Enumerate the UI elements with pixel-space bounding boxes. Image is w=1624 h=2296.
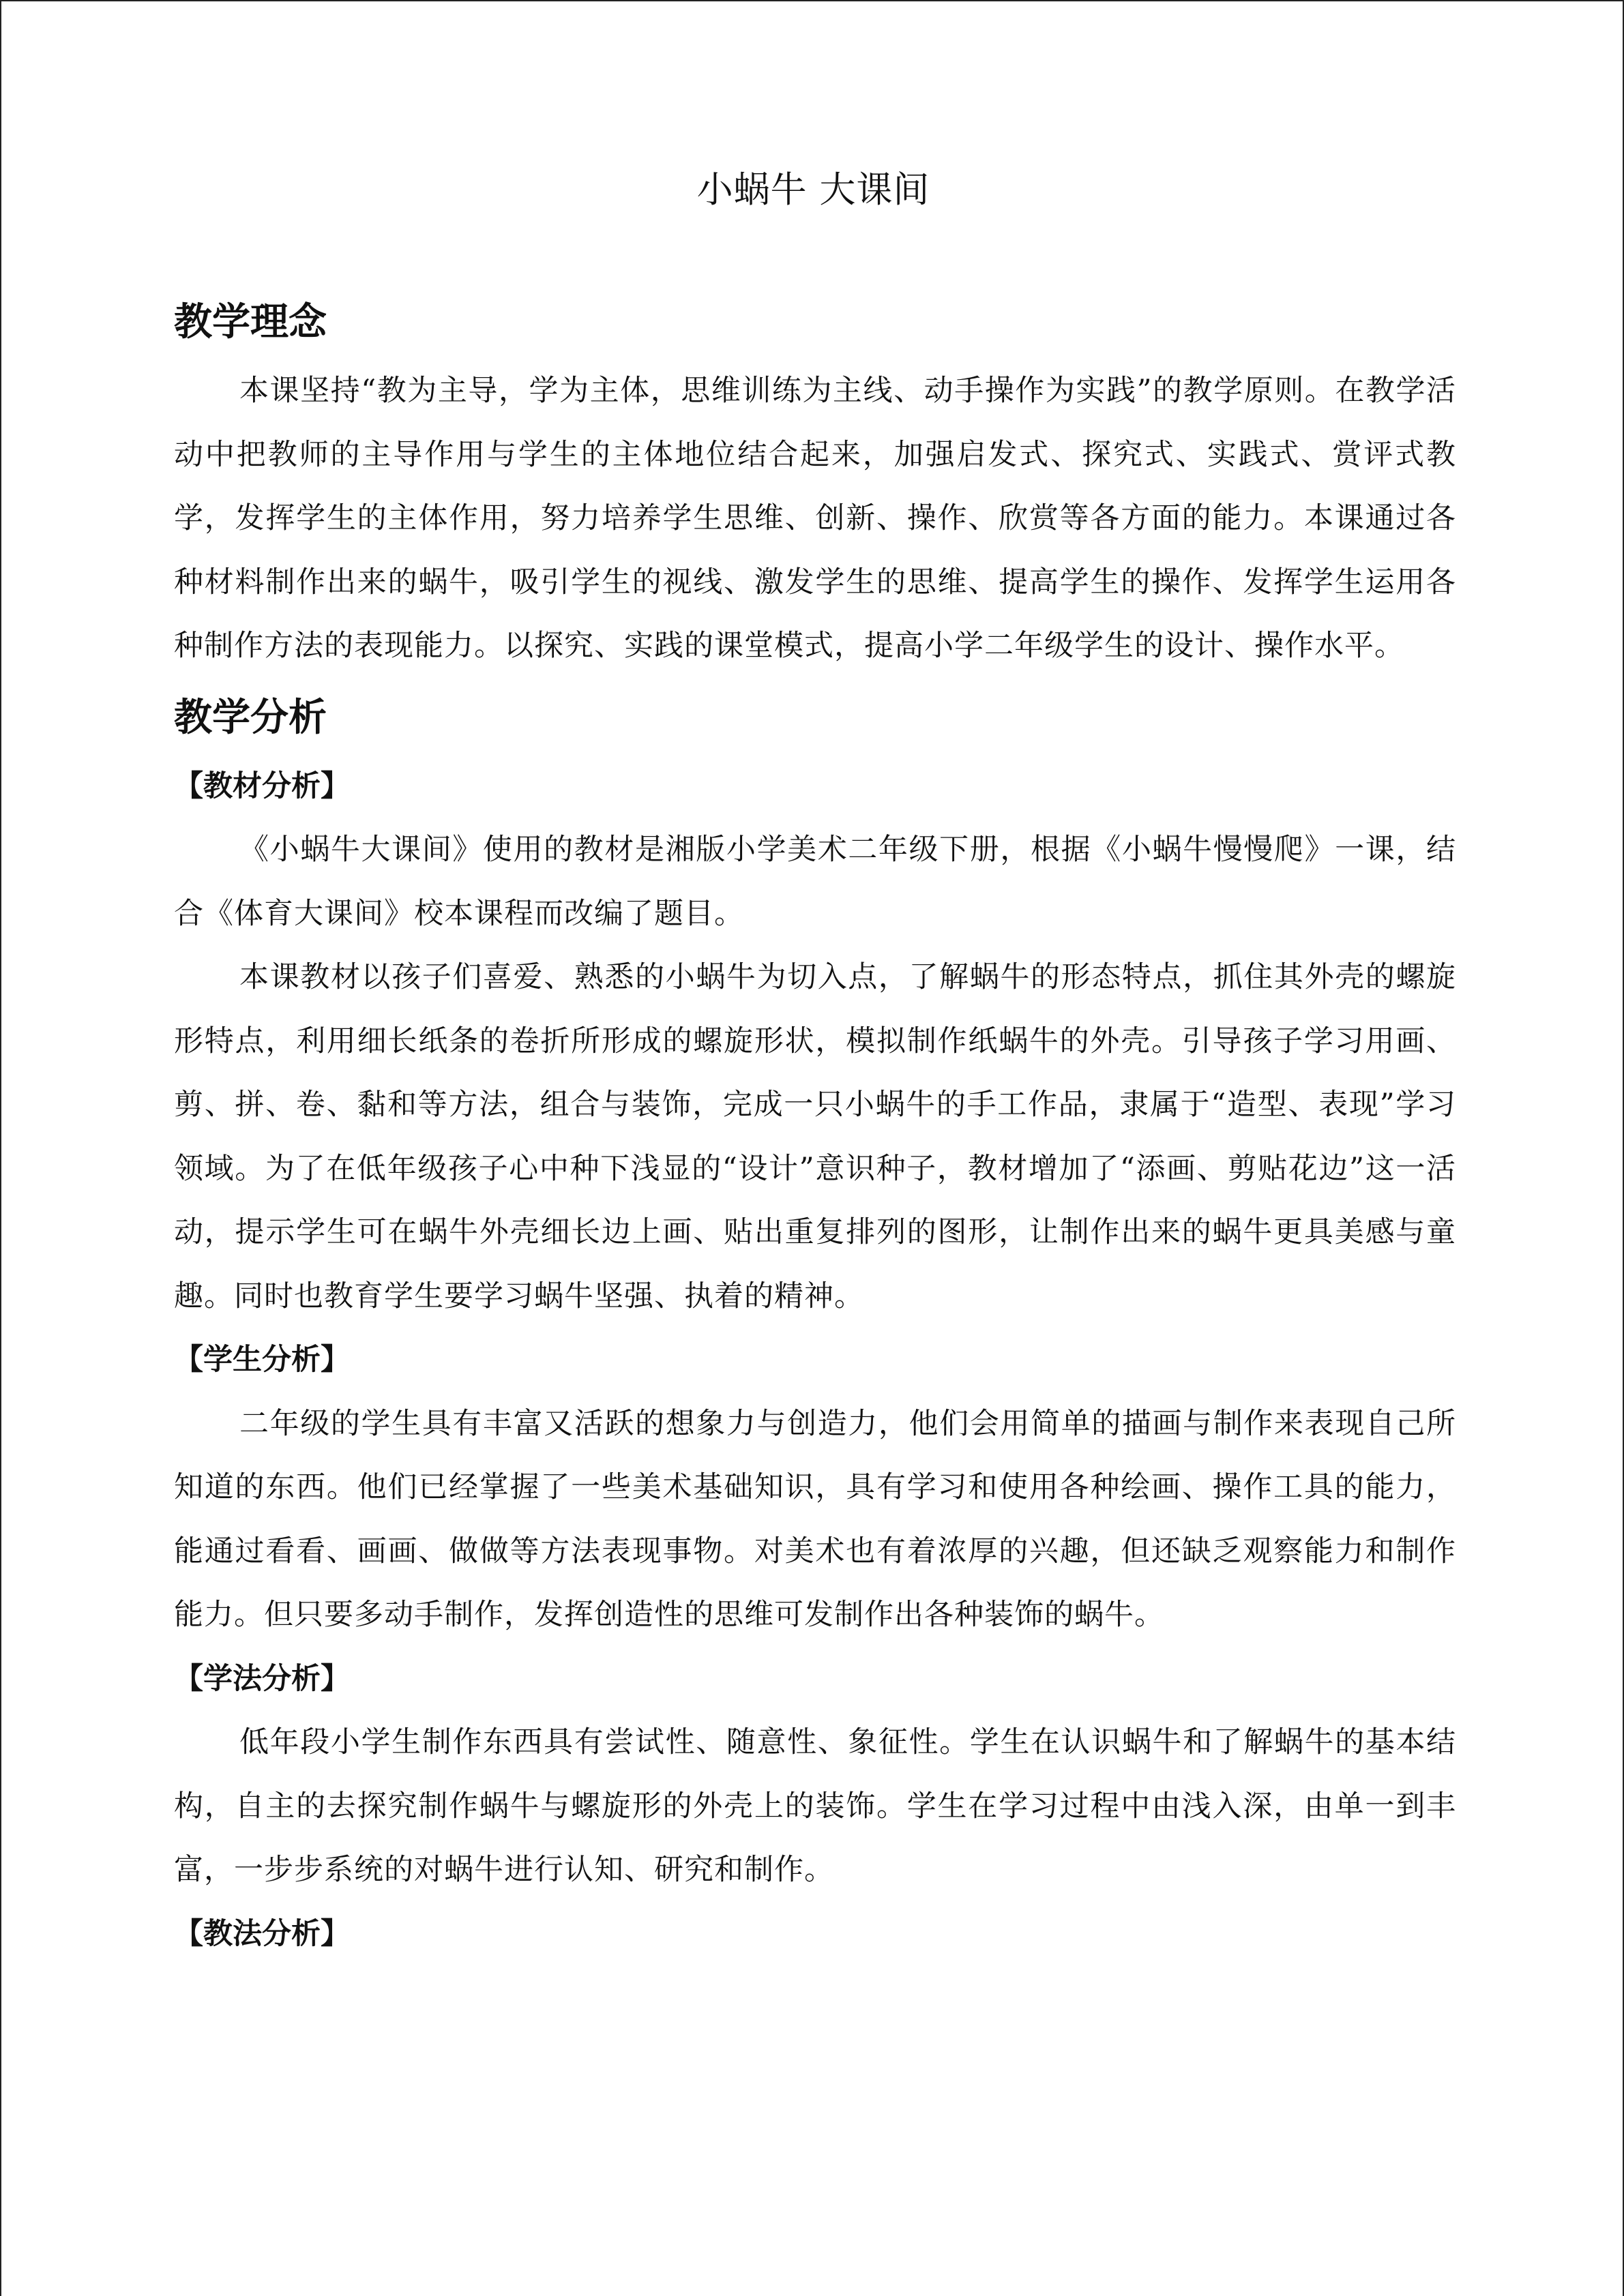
subheading-student-analysis: 【学生分析】 [174,1343,350,1377]
section-heading-teaching-philosophy: 教学理念 [174,300,327,344]
section-heading-teaching-analysis: 教学分析 [174,695,327,740]
document-body [174,291,1456,1966]
subheading-textbook-analysis: 【教材分析】 [174,769,350,803]
paragraph: 本课教材以孩子们喜爱、熟悉的小蜗牛为切入点，了解蜗牛的形态特点，抓住其外壳的螺旋形特点，利用细长纸条的卷折所形成的螺旋形状，模拟制作纸蜗牛的外壳。引导孩子学习用画、剪、拼、卷、黏和等方法，组合与装饰，完成一只小蜗牛的手工作品，隶属于“造型、表现”学习领域。为了在低年级孩子心中种下浅显的“设计”意识种子，教材增加了“添画、剪贴花边”这一活动，提示学生可在蜗牛外壳细长边上画、贴出重复排列的图形，让制作出来的蜗牛更具美感与童趣。同时也教育学生要学习蜗牛坚强、执着的精神。 [174,960,1456,1313]
paragraph: 二年级的学生具有丰富又活跃的想象力与创造力，他们会用简单的描画与制作来表现自己所知道的东西。他们已经掌握了一些美术基础知识，具有学习和使用各种绘画、操作工具的能力，能通过看看、画画、做做等方法表现事物。对美术也有着浓厚的兴趣，但还缺乏观察能力和制作能力。但只要多动手制作，发挥创造性的思维可发制作出各种装饰的蜗牛。 [174,1406,1456,1632]
paragraph: 本课坚持“教为主导，学为主体，思维训练为主线、动手操作为实践”的教学原则。在教学活动中把教师的主导作用与学生的主体地位结合起来，加强启发式、探究式、实践式、赏评式教学，发挥学生的主体作用，努力培养学生思维、创新、操作、欣赏等各方面的能力。本课通过各种材料制作出来的蜗牛，吸引学生的视线、激发学生的思维、提高学生的操作、发挥学生运用各种制作方法的表现能力。以探究、实践的课堂模式，提高小学二年级学生的设计、操作水平。 [174,374,1456,663]
subheading-teaching-method-analysis: 【教法分析】 [174,1916,350,1951]
subheading-learning-method-analysis: 【学法分析】 [174,1661,350,1696]
spacer [174,679,1456,687]
document-title: 小蜗牛 大课间 [696,169,930,211]
paragraph: 《小蜗牛大课间》使用的教材是湘版小学美术二年级下册，根据《小蜗牛慢慢爬》一课，结合《体育大课间》校本课程而改编了题目。 [174,833,1456,931]
paragraph: 低年段小学生制作东西具有尝试性、随意性、象征性。学生在认识蜗牛和了解蜗牛的基本结构，自主的去探究制作蜗牛与螺旋形的外壳上的装饰。学生在学习过程中由浅入深，由单一到丰富，一步步系统的对蜗牛进行认知、研究和制作。 [174,1725,1456,1887]
